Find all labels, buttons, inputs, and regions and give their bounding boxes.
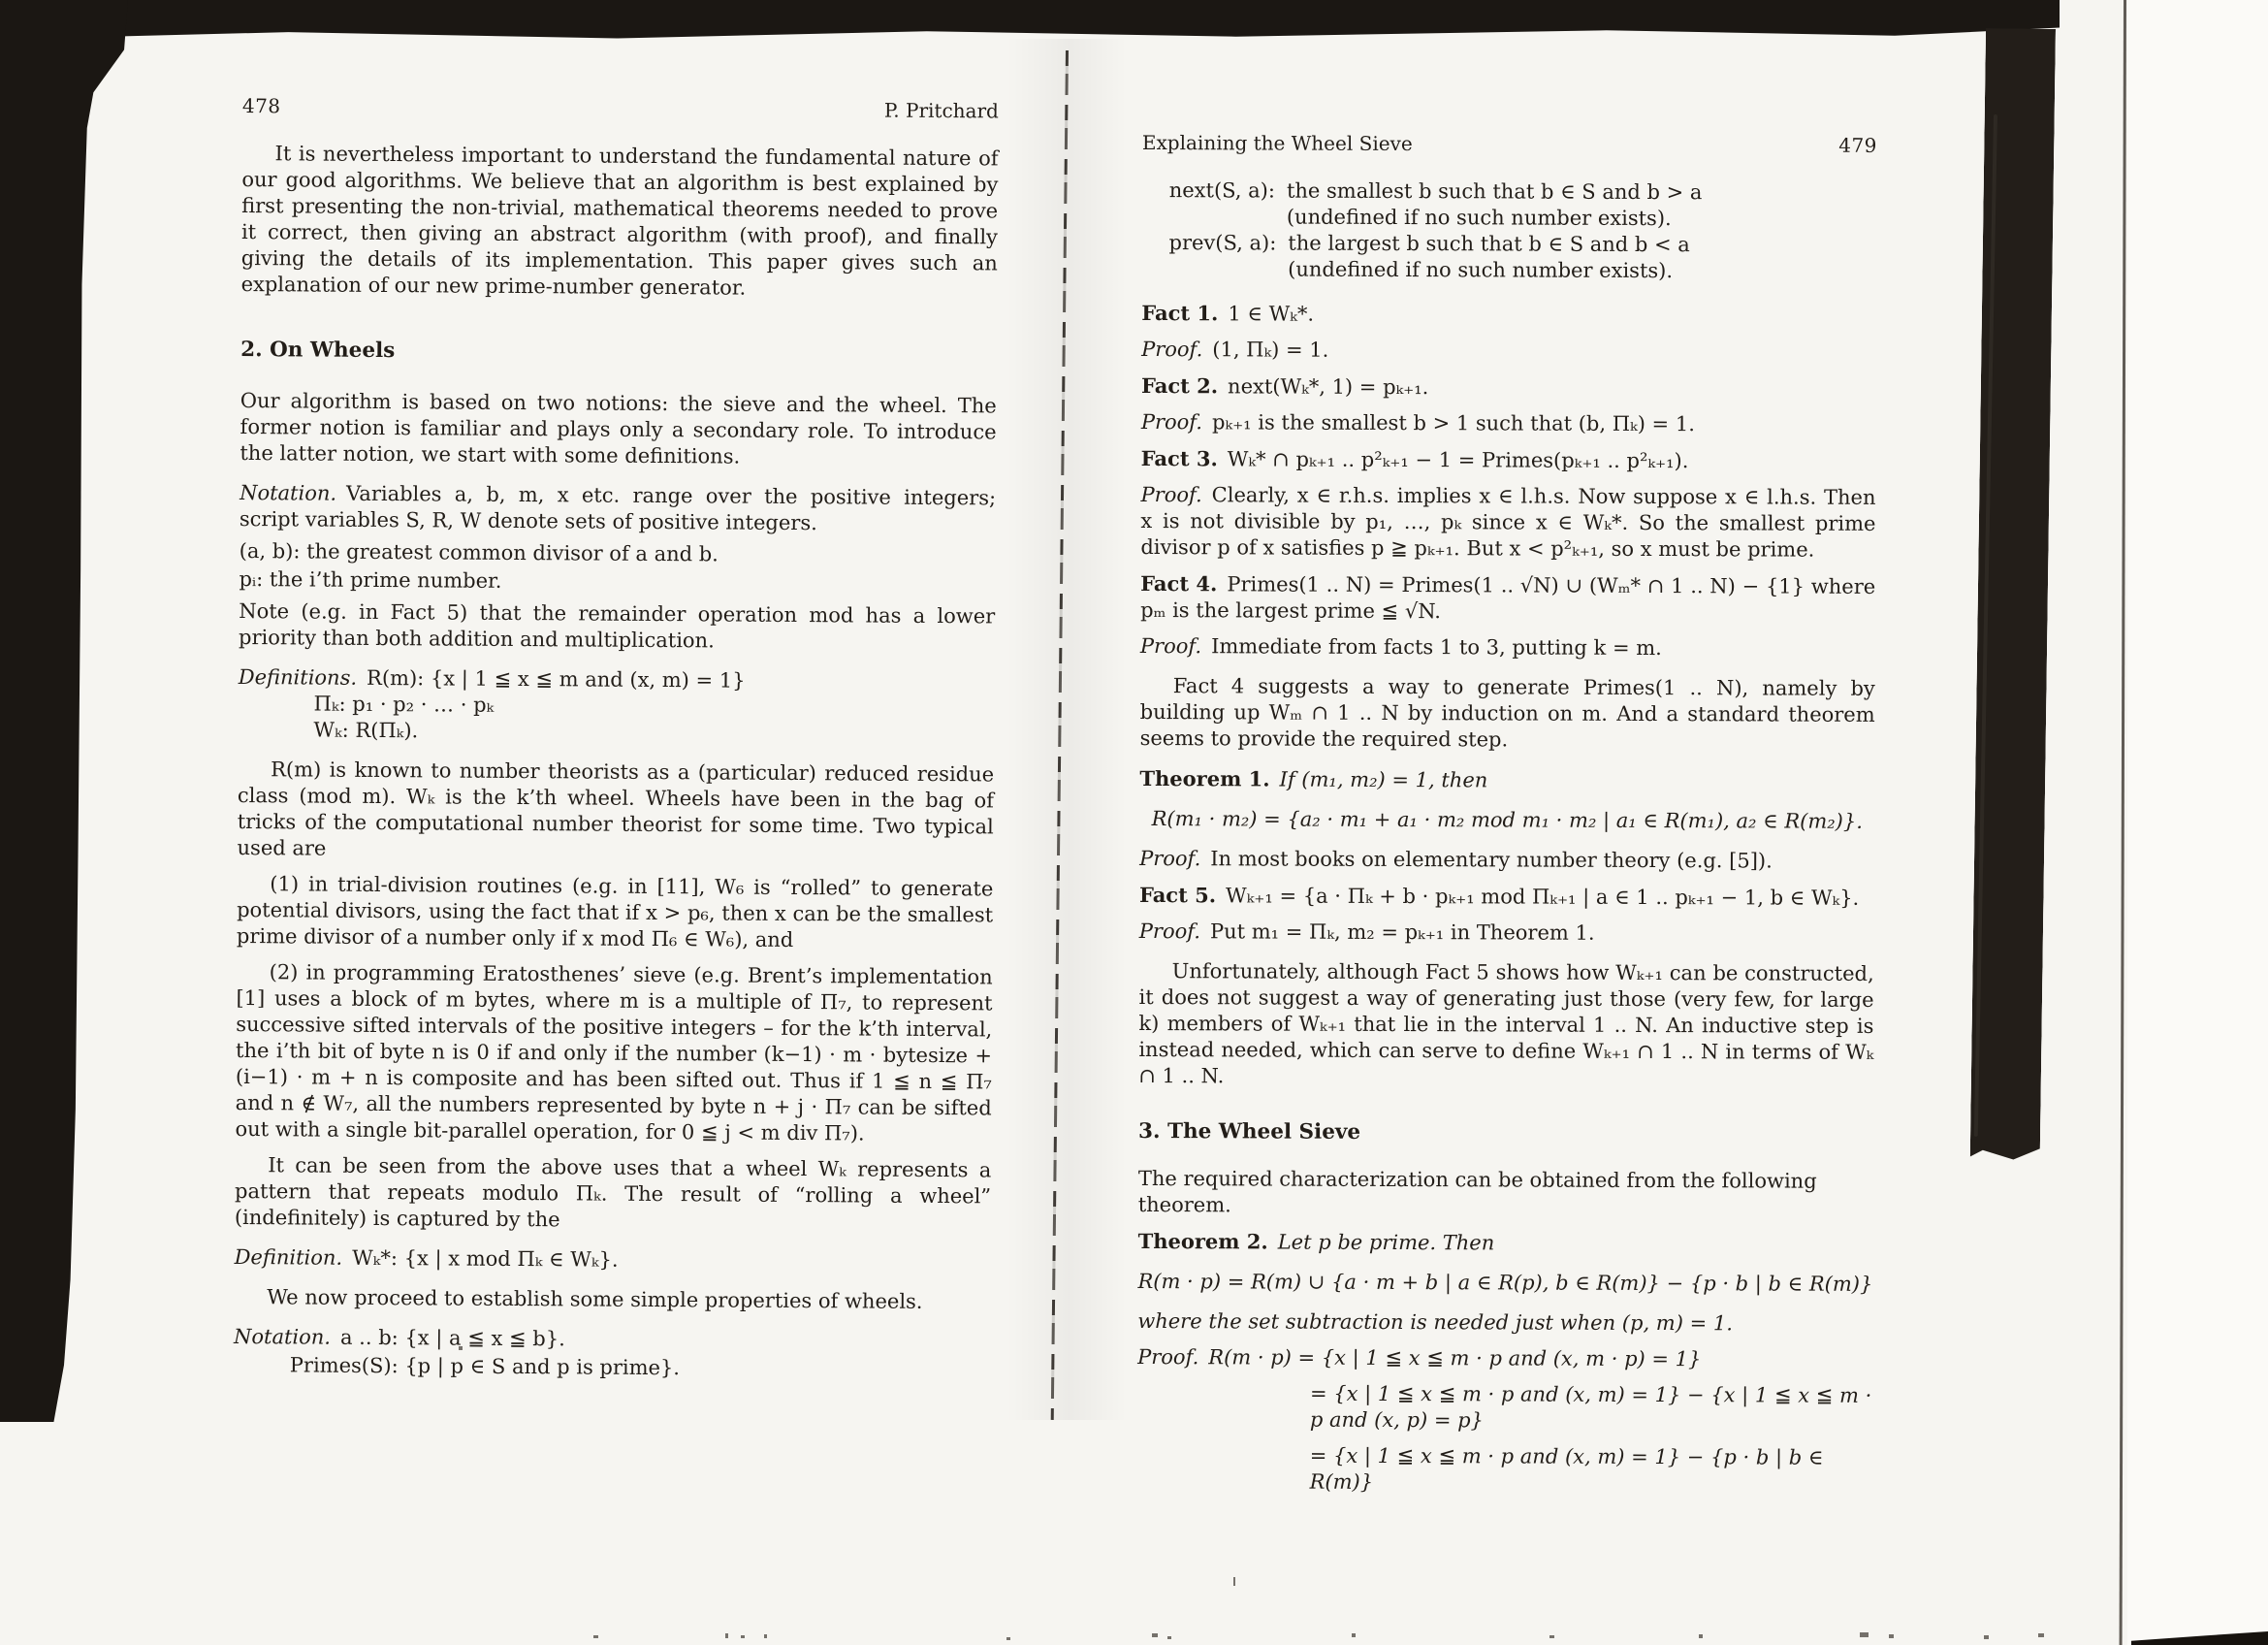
proof-1-text: (1, Πₖ) = 1. [1212, 338, 1329, 362]
proof-4 [1140, 633, 1875, 662]
scan-speck [1152, 1633, 1158, 1637]
notation-text: Variables a, b, m, x etc. range over the positive integers; script variables S, R, W denote sets of positive integers. [239, 481, 997, 535]
proof-5 [1139, 846, 1874, 875]
fact-3-text: Wₖ* ∩ pₖ₊₁ .. p²ₖ₊₁ − 1 = Primes(pₖ₊₁ .. p²ₖ₊₁). [1227, 447, 1689, 473]
theorem-1 [1139, 765, 1874, 795]
proof-7-line2: = {x | 1 ≦ x ≦ m · p and (x, m) = 1} − {x | 1 ≦ x ≦ m · p and (x, p) = p} [1309, 1381, 1872, 1433]
proof-4-text: Immediate from facts 1 to 3, putting k = m. [1211, 634, 1662, 661]
definitions-first-text: R(m): {x | 1 ≦ x ≦ m and (x, m) = 1} [367, 665, 746, 693]
running-head: P. Pritchard [883, 98, 999, 123]
prev-body [1288, 231, 1690, 285]
next-note: (undefined if no such number exists). [1286, 205, 1672, 231]
fact-5-label: Fact 5. [1138, 882, 1217, 908]
next-body [1287, 178, 1703, 233]
proof-3 [1140, 482, 1875, 564]
fact-5-text: Wₖ₊₁ = {a · Πₖ + b · pₖ₊₁ mod Πₖ₊₁ | a ∈ 1 .. pₖ₊₁ − 1, b ∈ Wₖ}. [1226, 884, 1860, 910]
next-text: the smallest b such that b ∈ S and b > a [1286, 178, 1703, 205]
prev-label: prev(S, a): [1168, 231, 1277, 255]
section-heading-wheel-sieve: 3. The Wheel Sieve [1137, 1118, 1361, 1145]
page-spine-shadow [1006, 39, 1127, 1420]
paragraph-notions: Our algorithm is based on two notions: the sieve and the wheel. The former notion is familiar and plays only a secondary role. To introduce the latter notion, we start with some definitions. [240, 388, 997, 468]
paragraph-required: The required characterization can be obtained from the following theorem. [1137, 1166, 1817, 1217]
proof-5-text: In most books on elementary number theory (e.g. [5]). [1210, 847, 1773, 873]
scan-speck [1860, 1632, 1869, 1637]
fact-2-label: Fact 2. [1140, 372, 1219, 399]
notation2-text: a .. b: {x | a ≦ x ≦ b}. [339, 1325, 565, 1351]
page-479 [1137, 130, 1877, 1498]
proof-1 [1141, 337, 1876, 366]
fact-2-text: next(Wₖ*, 1) = pₖ₊₁. [1228, 374, 1429, 400]
paragraph-pattern: It can be seen from the above uses that a wheel Wₖ represents a pattern that repeats modulo Πₖ. The result of “rolling a wheel” (indefinitely) is captured by the [234, 1153, 992, 1232]
scan-speck [725, 1633, 728, 1638]
paragraph-unfortunately: Unfortunately, although Fact 5 shows how Wₖ₊₁ can be constructed, it does not suggest a way of generating just those (very few, for large k) members of Wₖ₊₁ that lie in the interval 1 .. N. An inductive step is instead needed, which can serve to define Wₖ₊₁ ∩ 1 .. N in terms of Wₖ ∩ 1 .. N. [1138, 959, 1874, 1088]
proof-2-label: Proof. [1140, 409, 1203, 435]
proof-3-label: Proof. [1140, 482, 1202, 507]
theorem-1-label: Theorem 1. [1139, 765, 1270, 791]
theorem-2-text: Let p be prime. Then [1277, 1230, 1495, 1255]
prev-text: the largest b such that b ∈ S and b < a [1288, 231, 1690, 257]
scan-speck [1167, 1636, 1171, 1639]
where-clause: where the set subtraction is needed just when (p, m) = 1. [1137, 1308, 1733, 1336]
proof-4-label: Proof. [1139, 633, 1202, 659]
theorem-2-formula: R(m · p) = R(m) ∪ {a · m + b | a ∈ R(p), b ∈ R(m)} − {p · b | b ∈ R(m)} [1137, 1269, 1873, 1296]
prev-definition [1168, 230, 1876, 285]
proof-3-text: Clearly, x ∈ r.h.s. implies x ∈ l.h.s. Now suppose x ∈ l.h.s. Then x is not divisible by p₁, …, pₖ since x ∈ Wₖ*. So the smallest prime divisor p of x satisfies p ≧ pₖ₊₁. But x < p²ₖ₊₁, so x must be prime. [1140, 483, 1876, 562]
gcd-definition-line: (a, b): the greatest common divisor of a and b. [239, 538, 719, 566]
scan-speck [1984, 1635, 1989, 1639]
fact-5 [1139, 882, 1874, 912]
proof-2-text: pₖ₊₁ is the smallest b > 1 such that (b, Πₖ) = 1. [1211, 410, 1695, 436]
theorem-2 [1138, 1228, 1873, 1258]
scan-speck [593, 1635, 598, 1638]
prev-note: (undefined if no such number exists). [1288, 257, 1674, 283]
scan-border-left [0, 0, 128, 1422]
section-heading-on-wheels: 2. On Wheels [240, 337, 396, 364]
proof-7-line1: R(m · p) = {x | 1 ≦ x ≦ m · p and (x, m · p) = 1} [1208, 1345, 1702, 1371]
definitions-label: Definitions. [238, 664, 358, 690]
definitions-w-line: Wₖ: R(Πₖ). [313, 718, 419, 743]
notation-label: Notation. [240, 480, 337, 505]
proof-6 [1139, 919, 1874, 948]
notation2-line [234, 1324, 990, 1355]
definition-wstar-line [235, 1244, 991, 1275]
definitions-pi-line: Πₖ: p₁ · p₂ · … · pₖ [313, 692, 495, 717]
scanner-bed-edge-line [2120, 0, 2126, 1645]
notation-block [240, 480, 996, 537]
scan-speck [2038, 1633, 2044, 1637]
paragraph-fact4-suggests: Fact 4 suggests a way to generate Primes(1 .. N), namely by building up Wₘ ∩ 1 .. N by induction on m. And a standard theorem seems to provide the required step. [1139, 674, 1875, 752]
scan-speck [1233, 1577, 1235, 1586]
scan-speck [1006, 1637, 1010, 1640]
scan-speck [1352, 1633, 1356, 1637]
mod-priority-note: Note (e.g. in Fact 5) that the remainder operation mod has a lower priority than both addition and multiplication. [238, 598, 996, 653]
fact-3 [1141, 445, 1876, 475]
scan-speck [741, 1635, 745, 1638]
primes-definition-line: Primes(S): {p | p ∈ S and p is prime}. [289, 1353, 681, 1380]
scan-border-right [1970, 28, 2056, 1160]
scan-speck [1699, 1634, 1703, 1638]
fact-4 [1140, 570, 1875, 627]
page-header-left [242, 93, 999, 124]
theorem-1-text: If (m₁, m₂) = 1, then [1279, 767, 1488, 792]
fact-2 [1141, 372, 1876, 403]
proof-2 [1141, 409, 1876, 438]
theorem-1-formula: R(m₁ · m₂) = {a₂ · m₁ + a₁ · m₂ mod m₁ · m₂ | a₁ ∈ R(m₁), a₂ ∈ R(m₂)}. [1151, 807, 1863, 833]
fact-4-text: Primes(1 .. N) = Primes(1 .. √N) ∪ (Wₘ* ∩ 1 .. N) − {1} where pₘ is the largest prime ≦ √N. [1140, 572, 1876, 624]
wheel-use-1: (1) in trial-division routines (e.g. in [11], W₆ is “rolled” to generate potential divisors, using the fact that if x > p₆, then x can be the smallest prime divisor of a number only if x mod Π₆ ∈ W₆), and [236, 872, 994, 952]
paragraph-wheel-explained: R(m) is known to number theorists as a (particular) reduced residue class (mod m). Wₖ is the k’th wheel. Wheels have been in the bag of tricks of the computational number theorist for some time. Two typical used are [237, 758, 995, 860]
fact-1-label: Fact 1. [1141, 300, 1219, 326]
fact-1-text: 1 ∈ Wₖ*. [1228, 302, 1315, 326]
scanner-bed-margin [2127, 0, 2268, 1645]
definition-text: Wₖ*: {x | x mod Πₖ ∈ Wₖ}. [352, 1245, 619, 1272]
page-number: 479 [1838, 133, 1877, 157]
fact-3-label: Fact 3. [1140, 445, 1218, 471]
scan-speck [1889, 1634, 1894, 1638]
notation2-label: Notation. [233, 1324, 332, 1349]
proof-6-text: Put m₁ = Πₖ, m₂ = pₖ₊₁ in Theorem 1. [1209, 919, 1595, 945]
prime-definition-line: pᵢ: the i’th prime number. [239, 566, 502, 593]
proof-7-label: Proof. [1137, 1344, 1199, 1370]
proof-6-label: Proof. [1138, 919, 1201, 944]
page-number: 478 [241, 93, 281, 118]
theorem-2-label: Theorem 2. [1137, 1228, 1268, 1254]
page-header-right [1142, 130, 1877, 159]
definition-label: Definition. [234, 1244, 343, 1270]
wheel-use-2: (2) in programming Eratosthenes’ sieve (e.g. Brent’s implementation [1] uses a block of m bytes, where m is a multiple of Π₇, to represent successive sifted intervals of the positive integers – for the k’th interval, the i’th bit of byte n is 0 if and only if the number (k−1) · m · bytesize + (i−1) · m + n is composite and has been sifted out. Thus if 1 ≦ n ≦ Π₇ and n ∉ W₇, all the numbers represented by byte n + j · Π₇ can be sifted out with a single bit-parallel operation, for 0 ≦ j < m div Π₇). [235, 960, 993, 1145]
next-definition [1169, 177, 1877, 233]
proof-7-line3: = {x | 1 ≦ x ≦ m · p and (x, m) = 1} − {p · b | b ∈ R(m)} [1309, 1443, 1824, 1494]
paragraph-intro: It is nevertheless important to understand the fundamental nature of our good algorithms. We believe that an algorithm is best explained by first presenting the non-trivial, mathematical theorems needed to prove it correct, then giving an abstract algorithm (with proof), and finally giving the details of its implementation. This paper gives such an explanation of our new prime-number generator. [240, 142, 999, 300]
next-label: next(S, a): [1168, 178, 1276, 203]
proof-7 [1137, 1344, 1872, 1373]
scan-speck [764, 1634, 767, 1638]
page-478 [234, 93, 999, 1383]
scan-speck [1549, 1635, 1554, 1638]
fact-4-label: Fact 4. [1140, 570, 1218, 597]
running-head: Explaining the Wheel Sieve [1141, 131, 1413, 156]
proof-1-label: Proof. [1141, 337, 1203, 362]
proof-5-label: Proof. [1139, 846, 1201, 871]
paragraph-proceed: We now proceed to establish some simple properties of wheels. [267, 1285, 923, 1313]
fact-1 [1141, 300, 1876, 330]
